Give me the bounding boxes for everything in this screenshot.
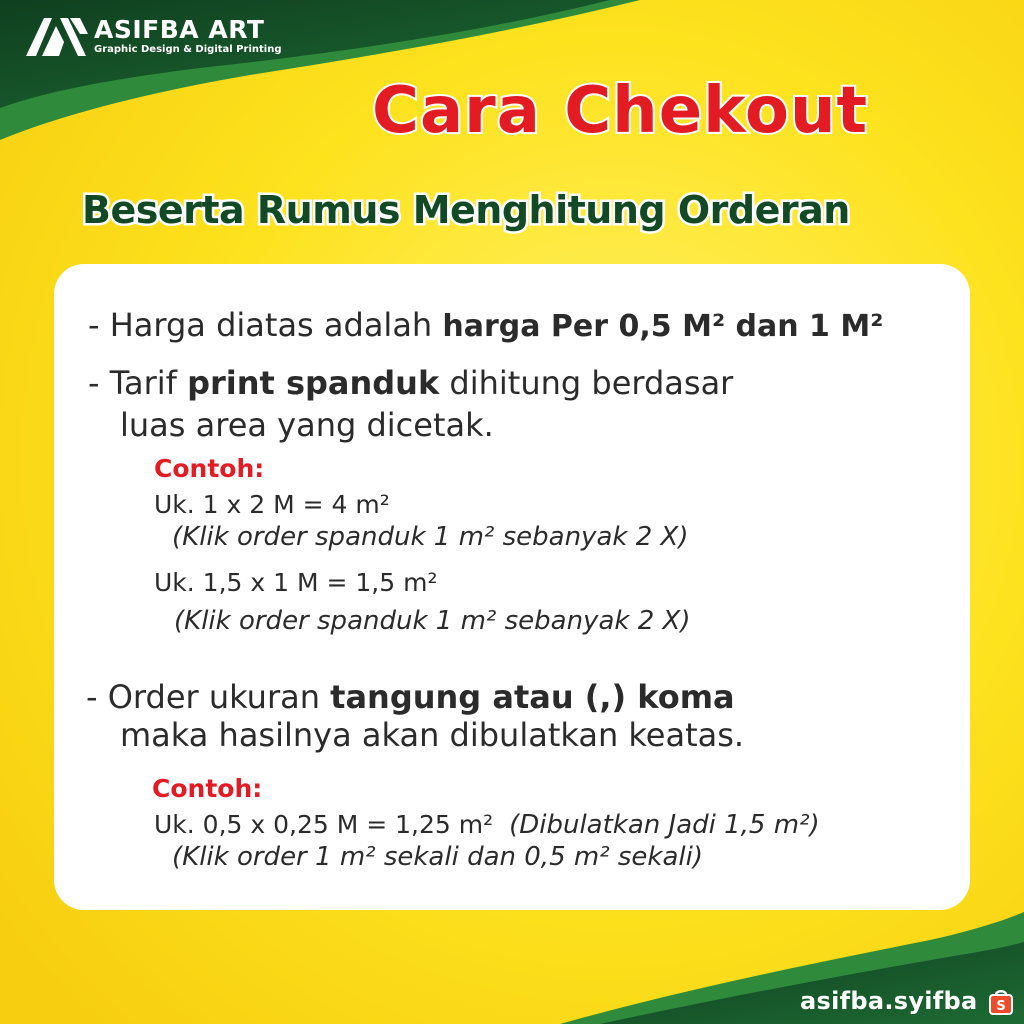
page-title: Cara Chekout [372,74,869,148]
example-1-note1: (Klik order spanduk 1 m² sebanyak 2 X) [172,522,689,552]
shopping-bag-icon [986,986,1016,1016]
example-1-line1: Uk. 1 x 2 M = 4 m² [154,490,390,519]
point-3: - Order ukuran tangung atau (,) koma [86,678,735,716]
point-2: - Tarif print spanduk dihitung berdasar [88,364,734,402]
example-2-line1: Uk. 0,5 x 0,25 M = 1,25 m² (Dibulatkan Jadi 1,5 m²) [154,810,820,840]
example-1-note2: (Klik order spanduk 1 m² sebanyak 2 X) [174,606,691,636]
page-subtitle: Beserta Rumus Menghitung Orderan [82,188,850,232]
point-2-line2: luas area yang dicetak. [120,406,494,444]
example-2-label: Contoh: [152,774,263,803]
brand-name: ASIFBA ART [94,15,265,44]
example-2-rounded: (Dibulatkan Jadi 1,5 m²) [509,810,820,840]
example-1-label: Contoh: [154,454,265,483]
point-1: - Harga diatas adalah harga Per 0,5 M² dan 1 M² [88,306,884,344]
asifba-logo-icon [24,14,90,58]
point-3-line2: maka hasilnya akan dibulatkan keatas. [120,716,745,754]
example-1-line2: Uk. 1,5 x 1 M = 1,5 m² [154,568,438,597]
example-2-note: (Klik order 1 m² sekali dan 0,5 m² sekali) [172,842,704,872]
brand-tagline: Graphic Design & Digital Printing [94,44,282,55]
info-card [54,264,970,910]
shop-handle-text: asifba.syifba [800,987,978,1015]
brand-logo [24,14,281,58]
svg-text:S: S [995,999,1006,1014]
shop-handle [800,986,1016,1016]
